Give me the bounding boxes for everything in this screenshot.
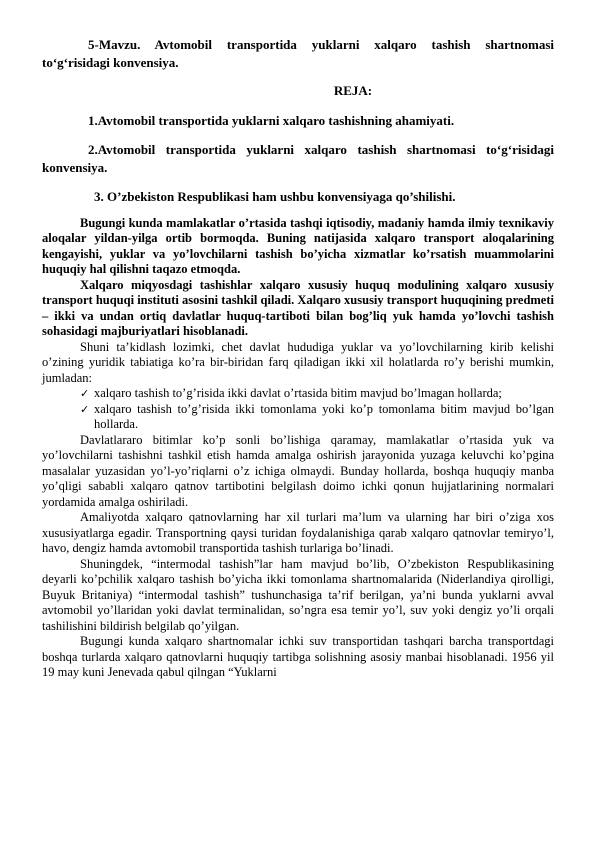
plan-heading: REJA: xyxy=(333,83,373,98)
checklist-item-text: xalqaro tashish to’g’risida ikki tomonlama yoki ko’p tomonlama bitim mavjud bo’lgan hollarda. xyxy=(94,401,554,431)
paragraph-interstate-agreements: Davlatlararo bitimlar ko’p sonli bo’lishiga qaramay, mamlakatlar o’rtasida yuk va yo’lovchilarni tashishni tashkil etish hamda amalga oshirish jarayonida yuzaga keluvchi ko’pgina masalalar yuzasidan yo’l-yo’riqlarni o’z ichiga olmaydi. Bunday hollarda, boshqa huquqiy manba yo’qligi sababli xalqaro qatnov tartibotini belgilash doimo ichki qonun hujjatlarining normalari yordamida amalga oshiriladi. xyxy=(42,432,554,509)
plan-item-3: 3. O’zbekiston Respublikasi ham ushbu konvensiyaga qo’shilishi. xyxy=(94,189,456,204)
paragraph-subject: Xalqaro miqyosdagi tashishlar xalqaro xususiy huquq modulining xalqaro xususiy transport huquqi instituti asosini tashkil qiladi. Xalqaro xususiy transport huquqining predmeti – ikki va undan ortiq davlatlar huquq-tartiboti bilan bog’liq yuk hamda yo’lovchi tashish sohasidagi majburiyatlari hisoblanadi. xyxy=(42,277,554,338)
case-checklist xyxy=(42,386,554,433)
checkmark-icon: ✓ xyxy=(80,387,90,400)
plan-item-1: 1.Avtomobil transportida yuklarni xalqaro tashishning ahamiyati. xyxy=(88,112,455,128)
checklist-item-text: xalqaro tashish to’g’risida ikki davlat o’rtasida bitim mavjud bo’lmagan hollarda; xyxy=(94,386,502,400)
paragraph-transport-types: Amaliyotda xalqaro qatnovlarning har xil turlari ma’lum va ularning har biri o’ziga xos xususiyatlarga egadir. Transportning qaysi turidan foydalanishiga qarab xalqaro qatnovlar temiryo’l, havo, dengiz hamda avtomobil transportida tashish turlariga bo’linadi. xyxy=(42,510,554,555)
checklist-item xyxy=(80,402,554,433)
paragraph-sources: Bugungi kunda xalqaro shartnomalar ichki suv transportidan tashqari barcha transportdagi boshqa turlarda xalqaro qatnovlarni huquqiy tartibga solishning asosiy manbai hisoblanadi. 1956 yil 19 may kuni Jenevada qabul qilngan “Yuklarni xyxy=(42,634,554,679)
paragraph-intermodal: Shuningdek, “intermodal tashish”lar ham mavjud bo’lib, O’zbekiston Respublikasining deyarli ko’pchilik xalqaro tashish bo’yicha ikki tomonlama shartnomalarida (Niderlandiya qirolligi, Buyuk Britaniya) “intermodal tashish” tushunchasiga ta’rif berilgan, ya’ni bunda yuklarni avval avtomobil yo’llaridan yoki davlat terminalidan, so’ngra esa temir yo’l, suv yoki dengiz yo’li orqali tashilishini bildirish belgilab qo’yilgan. xyxy=(42,556,554,633)
paragraph-intro: Bugungi kunda mamlakatlar o’rtasida tashqi iqtisodiy, madaniy hamda ilmiy texnikaviy aloqalar yildan-yilga ortib bormoqda. Buning natijasida xalqaro transport aloqalarining kengayishi, yuklar va yo’lovchilarni tashish bo’yicha xizmatlar ko’rsatish muammolarini huquqiy hal qilishni taqazo etmoqda. xyxy=(42,215,554,276)
checklist-item xyxy=(80,386,554,402)
document-title: 5-Mavzu. Avtomobil transportida yuklarni xalqaro tashish shartnomasi to‘g‘risidagi konvensiya. xyxy=(42,37,554,70)
checkmark-icon: ✓ xyxy=(80,402,90,416)
plan-item-2: 2.Avtomobil transportida yuklarni xalqaro tashish shartnomasi to‘g‘risidagi konvensiya. xyxy=(42,142,554,175)
paragraph-entry-cases: Shuni ta’kidlash lozimki, chet davlat hududiga yuklar va yo’lovchilarning kirib kelishi o’zining yuridik tabiatiga ko’ra bir-biridan farq qiladigan ikki xil holatlarda ro’y berishi mumkin, jumladan: xyxy=(42,339,554,385)
